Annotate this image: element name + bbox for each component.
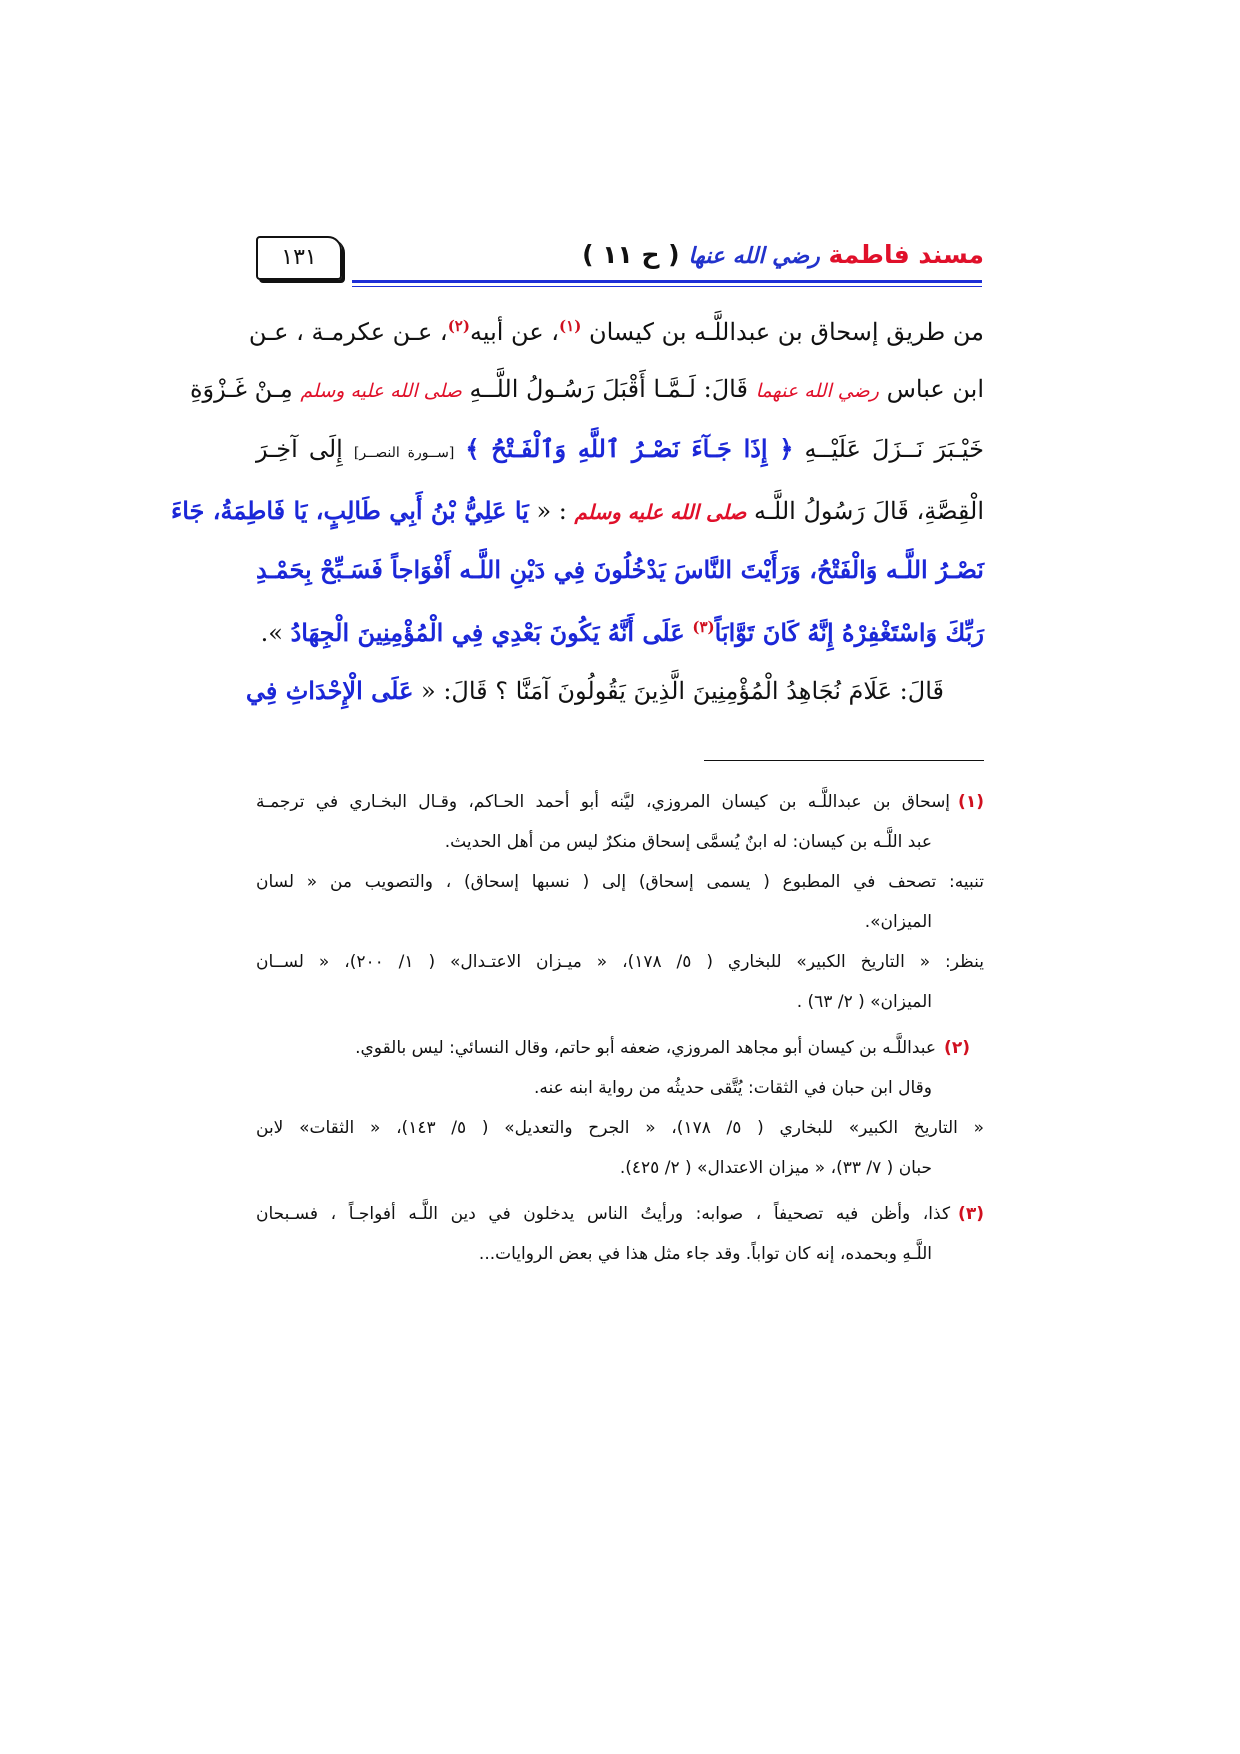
footnote-1-line: عبد اللَّـه بن كيسان: له ابنٌ يُسمَّى إسحاق منكرٌ ليس من أهل الحديث.: [444, 832, 932, 852]
hadith-text: عَلَى الْإِحْدَاثِ فِي: [245, 676, 414, 705]
text-segment: قَالَ: عَلَامَ نُجَاهِدُ الْمُؤْمِنِينَ الَّذِينَ يَقُولُونَ آمَنَّا ؟ قَالَ: «: [421, 677, 944, 705]
footnote-2-line: وقال ابن حبان في الثقات: يُتَّقى حديثُه من رواية ابنه عنه.: [533, 1078, 932, 1098]
honorific-glyph: صلى الله عليه وسلم: [574, 500, 747, 524]
text-segment: ، عن أبيه: [469, 318, 560, 346]
footnote-3: [256, 1194, 984, 1234]
footnote-1: [256, 782, 984, 822]
text-segment: خَيْـبَرَ نَــزَلَ عَلَيْــهِ: [804, 435, 984, 463]
header-title: مسند فاطمة: [828, 240, 984, 269]
surah-reference: [ســورة النصــر]: [353, 445, 455, 461]
main-line-4: [170, 482, 984, 541]
main-line-2: [189, 361, 984, 420]
text-segment: ».: [260, 619, 283, 647]
main-line-6: [256, 599, 984, 662]
header-rule: [352, 280, 982, 283]
honorific-glyph: صلى الله عليه وسلم: [300, 380, 462, 402]
honorific-glyph: رضي الله عنهما: [755, 380, 879, 402]
hadith-text: نَصْـرُ اللَّـه وَالْفَتْحُ، وَرَأَيْتَ النَّاسَ يَدْخُلُونَ فِي دَيْنِ اللَّـه أَفْوَاجاً فَسَـبِّحْ بِحَمْـدِ: [256, 555, 984, 584]
footnote-ref-2[interactable]: (٢): [447, 317, 470, 335]
footnote-1-line: الميزان».: [864, 912, 932, 932]
footnote-ref-1[interactable]: (١): [559, 317, 582, 335]
hadith-text: يَا عَلِيُّ بْنُ أَبِي طَالِبٍ، يَا فَاطِمَةُ، جَاءَ: [170, 496, 529, 525]
footnote-text: عبداللَّـه بن كيسان أبو مجاهد المروزي، ضعفه أبو حاتم، وقال النسائي: ليس بالقوي.: [355, 1038, 937, 1058]
header-rule-thin: [352, 286, 982, 287]
text-segment: من طريق إسحاق بن عبداللَّـه بن كيسان: [588, 318, 984, 346]
footnote-number: (٣): [958, 1204, 984, 1224]
footnotes: [256, 782, 984, 1274]
text-segment: : «: [536, 497, 567, 525]
quran-verse: ﴿ إِذَا جَـآءَ نَصْـرُ ٱللَّهِ وَٱلْفَـتْحُ ﴾: [465, 434, 794, 463]
text-segment: ابن عباس: [886, 375, 984, 403]
text-segment: إِلَى آخِـرَ: [256, 435, 343, 463]
footnote-number: (١): [958, 792, 984, 812]
footnote-1-line: تنبيه: تصحف في المطبوع ( يسمى إسحاق) إلى ( نسبها إسحاق) ، والتصويب من « لسان: [256, 872, 984, 892]
footnote-number: (٢): [944, 1038, 970, 1058]
footnote-separator: [704, 760, 984, 761]
main-line-5: [256, 541, 984, 599]
hadith-text: عَلَى أَنَّهُ يَكُونَ بَعْدِي فِي الْمُؤْمِنِينَ الْجِهَادُ: [290, 618, 685, 647]
text-segment: قَالَ: لَـمَّـا أَقْبَلَ رَسُـولُ اللَّــهِ: [469, 375, 748, 403]
footnote-3-line: اللَّـهِ وبحمده، إنه كان تواباً. وقد جاء مثل هذا في بعض الروايات...: [478, 1244, 932, 1264]
footnote-1-line: الميزان» ( ٢/ ٦٣) .: [796, 992, 932, 1012]
footnote-ref-3[interactable]: (٣): [692, 618, 715, 636]
footnote-2-line: « التاريخ الكبير» للبخاري ( ٥/ ١٧٨)، « الجرح والتعديل» ( ٥/ ١٤٣)، « الثقات» لابن: [256, 1118, 985, 1138]
footnote-2-line: حبان ( ٧/ ٣٣)، « ميزان الاعتدال» ( ٢/ ٤٢٥).: [619, 1158, 932, 1178]
text-segment: الْقِصَّةِ، قَالَ رَسُولُ اللَّـه: [753, 497, 984, 525]
header-honorific: رضي الله عنها: [688, 244, 820, 269]
page-number: ١٣١: [256, 236, 342, 280]
footnote-text: إسحاق بن عبداللَّـه بن كيسان المروزي، ليَّنه أبو أحمد الحـاكم، وقـال البخـاري في ترجمـة: [256, 792, 951, 812]
footnote-2: [256, 1028, 984, 1068]
main-line-3: [256, 420, 984, 482]
text-segment: ، عـن عكرمـة ، عـن: [248, 318, 448, 346]
main-line-1: [248, 298, 984, 361]
text-segment: مِـنْ غَـزْوَةِ: [189, 375, 293, 403]
footnote-text: كذا، وأظن فيه تصحيفاً ، صوابه: ورأيتُ الناس يدخلون في دين اللَّـه أفواجـاً ، فسـبحان: [256, 1204, 951, 1224]
header-volume: ( ح ١١ ): [582, 240, 680, 269]
footnote-1-line: ينظر: « التاريخ الكبير» للبخاري ( ٥/ ١٧٨)، « ميـزان الاعتـدال» ( ١/ ٢٠٠)، « لســان: [256, 952, 984, 972]
main-line-7: [245, 662, 984, 720]
main-text: [170, 298, 984, 720]
hadith-text: رَبِّكَ وَاسْتَغْفِرْهُ إِنَّهُ كَانَ تَوَّابَاً: [714, 618, 984, 647]
running-header: [582, 240, 984, 269]
